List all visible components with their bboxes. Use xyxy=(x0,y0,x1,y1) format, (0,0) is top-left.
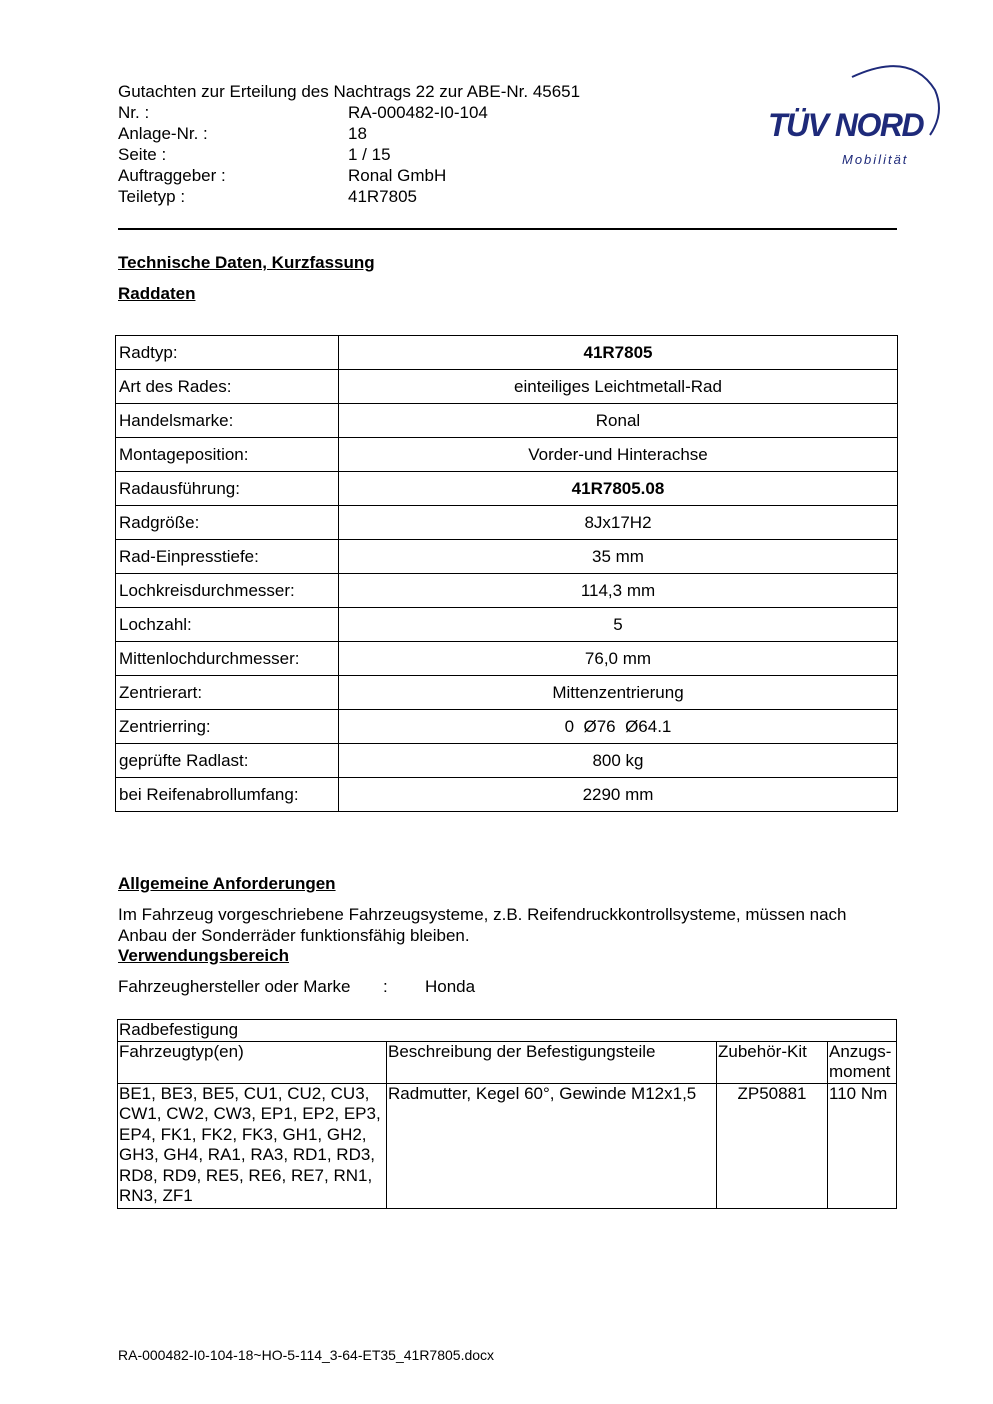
description-cell: Radmutter, Kegel 60°, Gewinde M12x1,5 xyxy=(387,1083,717,1208)
table-row xyxy=(116,472,898,506)
row-value: 5 xyxy=(339,608,898,642)
row-label: Montageposition: xyxy=(116,438,339,472)
usage-value: Honda xyxy=(425,977,476,996)
row-label: Radtyp: xyxy=(116,336,339,370)
header-key: Seite : xyxy=(118,145,167,164)
header-key: Teiletyp : xyxy=(118,187,186,206)
header-row-teiletyp xyxy=(118,186,417,207)
header-value: 1 / 15 xyxy=(348,145,391,164)
row-label: Rad-Einpresstiefe: xyxy=(116,540,339,574)
header-value: RA-000482-I0-104 xyxy=(348,103,488,122)
header-divider xyxy=(118,228,897,230)
column-header: Beschreibung der Befestigungsteile xyxy=(387,1041,717,1083)
table-row xyxy=(116,506,898,540)
table-row xyxy=(116,336,898,370)
row-label: Zentrierring: xyxy=(116,710,339,744)
row-value: 114,3 mm xyxy=(339,574,898,608)
header-value: Ronal GmbH xyxy=(348,166,447,185)
table-row xyxy=(118,1083,897,1208)
row-value: 35 mm xyxy=(339,540,898,574)
table-row xyxy=(116,710,898,744)
table-title-row xyxy=(118,1020,897,1042)
table-row xyxy=(116,608,898,642)
row-label: Radgröße: xyxy=(116,506,339,540)
row-label: Radausführung: xyxy=(116,472,339,506)
header-row-nr xyxy=(118,102,488,123)
torque-cell: 110 Nm xyxy=(828,1083,897,1208)
tuev-nord-logo xyxy=(760,55,945,180)
document-title: Gutachten zur Erteilung des Nachtrags 22 zur ABE-Nr. 45651 xyxy=(118,82,581,101)
header-key: Nr. : xyxy=(118,103,150,122)
usage-manufacturer-row xyxy=(118,977,475,997)
row-label: Lochzahl: xyxy=(116,608,339,642)
header-key: Anlage-Nr. : xyxy=(118,124,208,143)
row-label: bei Reifenabrollumfang: xyxy=(116,778,339,812)
row-label: geprüfte Radlast: xyxy=(116,744,339,778)
row-value: 41R7805 xyxy=(339,336,898,370)
row-label: Zentrierart: xyxy=(116,676,339,710)
wheel-data-table xyxy=(115,335,898,812)
header-value: 41R7805 xyxy=(348,187,418,206)
row-value: Mittenzentrierung xyxy=(339,676,898,710)
kit-cell: ZP50881 xyxy=(717,1083,828,1208)
column-header: Fahrzeugtyp(en) xyxy=(118,1041,387,1083)
usage-label: Fahrzeughersteller oder Marke xyxy=(118,977,351,996)
heading-raddaten: Raddaten xyxy=(118,284,196,303)
header-value: 18 xyxy=(348,124,367,143)
table-row xyxy=(116,778,898,812)
table-row xyxy=(116,574,898,608)
row-label: Mittenlochdurchmesser: xyxy=(116,642,339,676)
row-value: einteiliges Leichtmetall-Rad xyxy=(339,370,898,404)
heading-technische-daten: Technische Daten, Kurzfassung xyxy=(118,253,375,272)
row-value: Vorder-und Hinterachse xyxy=(339,438,898,472)
row-label: Lochkreisdurchmesser: xyxy=(116,574,339,608)
row-label: Art des Rades: xyxy=(116,370,339,404)
row-value: 2290 mm xyxy=(339,778,898,812)
column-header: Anzugs- moment xyxy=(828,1041,897,1083)
header-row-auftraggeber xyxy=(118,165,446,186)
table-title: Radbefestigung xyxy=(118,1020,897,1042)
heading-verwendungsbereich: Verwendungsbereich xyxy=(118,946,289,965)
table-row xyxy=(116,540,898,574)
fastening-table xyxy=(117,1019,897,1209)
row-label: Handelsmarke: xyxy=(116,404,339,438)
usage-separator: : xyxy=(383,977,388,996)
vehicle-types-cell: BE1, BE3, BE5, CU1, CU2, CU3, CW1, CW2, CW3, EP1, EP2, EP3, EP4, FK1, FK2, FK3, GH1, GH2, GH3, GH4, RA1, RA3, RD1, RD3, RD8, RD9, RE5, RE6, RE7, RN1, RN3, ZF1 xyxy=(118,1083,387,1208)
header-row-anlage xyxy=(118,123,367,144)
logo-subtitle: Mobilität xyxy=(842,152,909,167)
table-row xyxy=(116,744,898,778)
requirements-text: Im Fahrzeug vorgeschriebene Fahrzeugsysteme, z.B. Reifendruckkontrollsysteme, müssen nach Anbau der Sonderräder funktionsfähig bleiben. xyxy=(118,905,847,945)
row-value: 41R7805.08 xyxy=(339,472,898,506)
table-row xyxy=(116,370,898,404)
header-row-seite xyxy=(118,144,391,165)
row-value: 8Jx17H2 xyxy=(339,506,898,540)
table-header-row xyxy=(118,1041,897,1083)
logo-brand: TÜV NORD xyxy=(768,107,924,143)
row-value: 800 kg xyxy=(339,744,898,778)
heading-allgemeine-anforderungen: Allgemeine Anforderungen xyxy=(118,874,336,893)
row-value: 76,0 mm xyxy=(339,642,898,676)
table-row xyxy=(116,438,898,472)
table-row xyxy=(116,404,898,438)
footer-filename: RA-000482-I0-104-18~HO-5-114_3-64-ET35_41R7805.docx xyxy=(118,1347,495,1363)
table-row xyxy=(116,676,898,710)
row-value: Ronal xyxy=(339,404,898,438)
table-row xyxy=(116,642,898,676)
header-key: Auftraggeber : xyxy=(118,166,226,185)
column-header: Zubehör-Kit xyxy=(717,1041,828,1083)
row-value: 0 Ø76 Ø64.1 xyxy=(339,710,898,744)
